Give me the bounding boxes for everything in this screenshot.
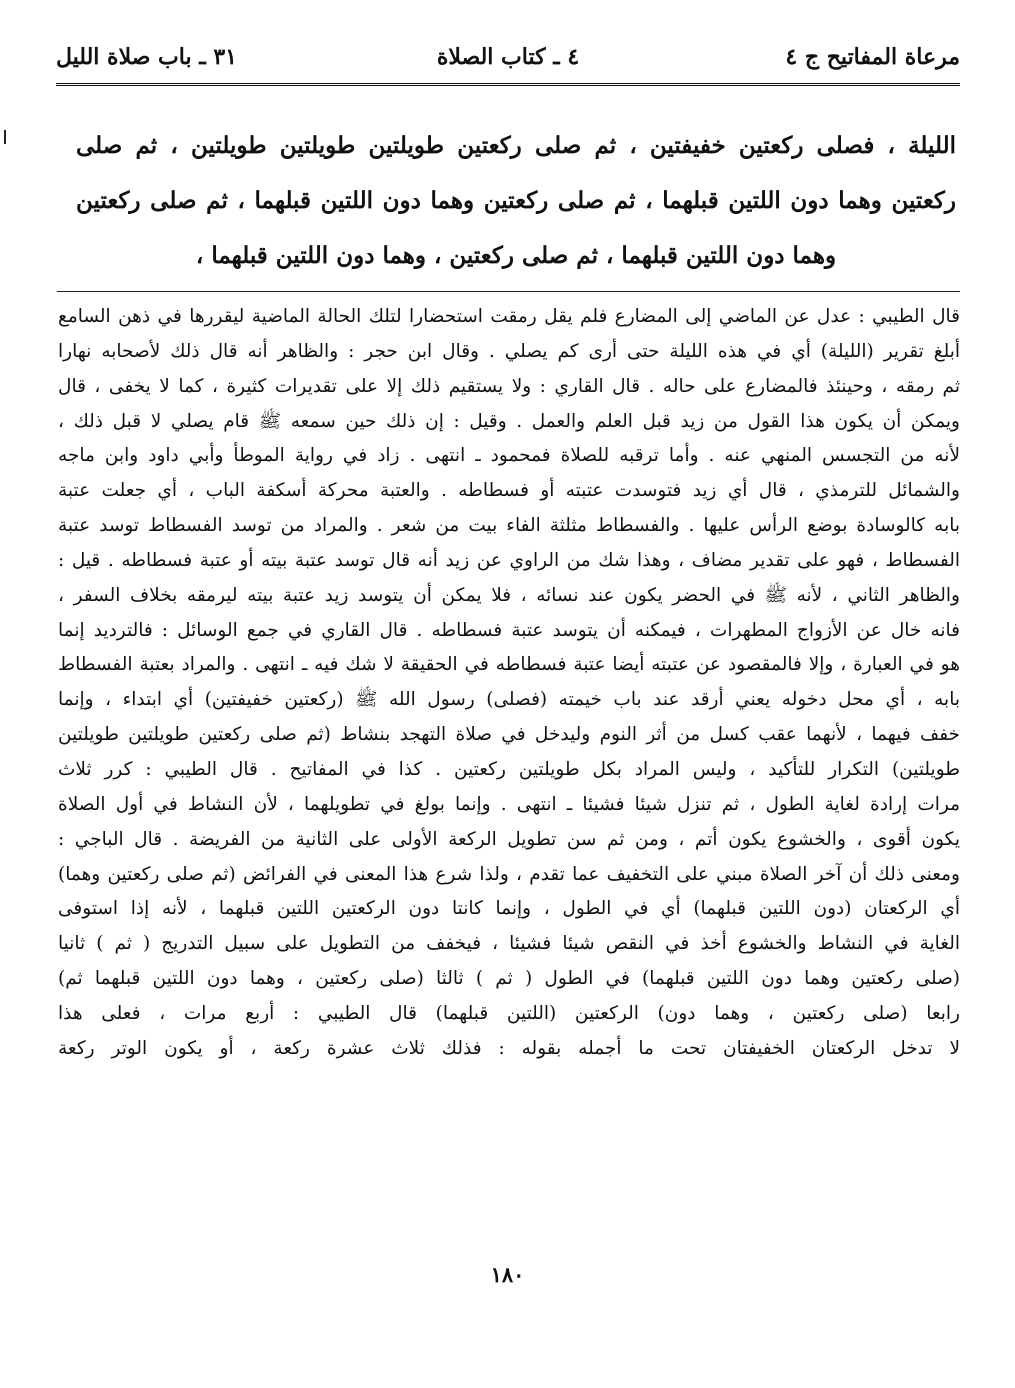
commentary-line: الفسطاط ، فهو على تقدير مضاف ، وهذا شك من الراوي عن زيد أنه قال توسد عتبة بيته أو عتبة فسطاطه . قيل : — [58, 549, 960, 571]
margin-mark — [4, 130, 6, 144]
header-book-title: مرعاة المفاتيح ج ٤ — [785, 44, 960, 70]
commentary-line: بابه كالوسادة بوضع الرأس عليها . والفسطاط مثلثة الفاء بيت من شعر . والمراد من توسد الفسطاط توسد عتبة — [58, 515, 960, 537]
commentary-line: ويمكن أن يكون هذا القول من زيد قبل العلم والعمل . وقيل : إن ذلك حين سمعه ﷺ قام يصلي لا قبل ذلك ، — [58, 410, 960, 432]
header-section: ٣١ ـ باب صلاة الليل — [56, 44, 237, 70]
commentary-line: أبلغ تقرير (الليلة) أي في هذه الليلة حتى أرى كم يصلي . وقال ابن حجر : والظاهر أنه قال ذلك لأصحابه نهارا — [58, 340, 960, 362]
commentary-line: لأنه من التجسس المنهي عنه . وأما ترقبه للصلاة فمحمود ـ انتهى . زاد في رواية الموطأ وأبي داود وابن ماجه — [58, 445, 960, 467]
commentary-line: بابه ، أي محل دخوله يعني أرقد عند باب خيمته (فصلى) رسول الله ﷺ (ركعتين خفيفتين) أي ابتداء ، وإنما — [58, 689, 960, 711]
commentary-line: فانه خال عن الأزواج المطهرات ، فيمكنه أن يتوسد عتبة فسطاطه . قال القاري في جمع الوسائل : فالترديد إنما — [58, 619, 960, 641]
header-rule — [56, 83, 960, 86]
commentary-line: خفف فيهما ، لأنهما عقب كسل من أثر النوم وليدخل في صلاة التهجد بنشاط (ثم صلى ركعتين طويلتين طويلتين — [58, 724, 960, 746]
commentary-block — [58, 300, 960, 1067]
hadith-text: الليلة ، فصلى ركعتين خفيفتين ، ثم صلى ركعتين طويلتين طويلتين طويلتين ، ثم صلى ركعتين وهما دون اللتين قبلهما ، ثم صلى ركعتين وهما دون اللتين قبلهما ، ثم صلى ركعتين وهما دون اللتين قبلهما ، ثم صلى ركعتين ، وهما دون اللتين قبلهما ، — [76, 132, 956, 269]
section-divider — [57, 291, 960, 292]
commentary-line: قال الطيبي : عدل عن الماضي إلى المضارع فلم يقل رمقت استحضارا لتلك الحالة الماضية ليقررها في ذهن السامع — [58, 306, 960, 327]
commentary-line: مرات إرادة لغاية الطول ، ثم تنزل شيئا فشيئا ـ انتهى . وإنما بولغ في تطويلهما ، لأن النشاط في أول الصلاة — [58, 793, 960, 815]
commentary-line: طويلتين) التكرار للتأكيد ، وليس المراد بكل طويلتين ركعتين . كذا في المفاتيح . قال الطيبي : كرر ثلاث — [58, 758, 960, 780]
commentary-line: ثم رمقه ، وحينئذ فالمضارع على حاله . قال القاري : ولا يستقيم ذلك إلا على تقديرات كثيرة ، كما لا يخفى ، قال — [58, 375, 960, 397]
commentary-line: والشمائل للترمذي ، قال أي زيد فتوسدت عتبته أو فسطاطه . والعتبة محركة أسكفة الباب ، أي جعلت عتبة — [58, 480, 960, 502]
commentary-line: الغاية في النشاط والخشوع أخذ في النقص شيئا فشيئا ، فيخفف من التطويل على سبيل التدريج ( ثم ) ثانيا — [58, 933, 960, 955]
commentary-line: رابعا (صلى ركعتين ، وهما دون) الركعتين (اللتين قبلهما) قال الطيبي : أربع مرات ، فعلى هذا — [58, 1002, 960, 1024]
commentary-line: أي الركعتان (دون اللتين قبلهما) أي في الطول ، وإنما كانتا دون الركعتين اللتين قبلهما ، لأنه إذا استوفى — [58, 898, 960, 920]
commentary-line: ومعنى ذلك أن آخر الصلاة مبني على التخفيف عما تقدم ، ولذا شرع هذا المعنى في الفرائض (ثم صلى ركعتين وهما) — [58, 863, 960, 885]
commentary-line: هو في العبارة ، وإلا فالمقصود عن عتبته أيضا عتبة فسطاطه في الحقيقة لا شك فيه ـ انتهى . والمراد بعتبة الفسطاط — [58, 654, 960, 676]
commentary-line: (صلى ركعتين وهما دون اللتين قبلهما) في الطول ( ثم ) ثالثا (صلى ركعتين ، وهما دون اللتين قبلهما ثم) — [58, 968, 960, 990]
commentary-line: والظاهر الثاني ، لأنه ﷺ في الحضر يكون عند نسائه ، فلا يمكن أن يتوسد زيد عتبة بيته ليرمقه بخلاف السفر ، — [58, 584, 960, 606]
page-number: ١٨٠ — [490, 1262, 525, 1287]
running-header — [56, 40, 960, 86]
commentary-line: لا تدخل الركعتان الخفيفتان تحت ما أجمله بقوله : فذلك ثلاث عشرة ركعة ، أو يكون الوتر ركعة — [58, 1037, 960, 1059]
header-chapter: ٤ ـ كتاب الصلاة — [436, 44, 580, 70]
commentary-line: يكون أقوى ، والخشوع يكون أتم ، ومن ثم سن تطويل الركعة الأولى على الثانية من الفريضة . قال الباجي : — [58, 828, 960, 850]
